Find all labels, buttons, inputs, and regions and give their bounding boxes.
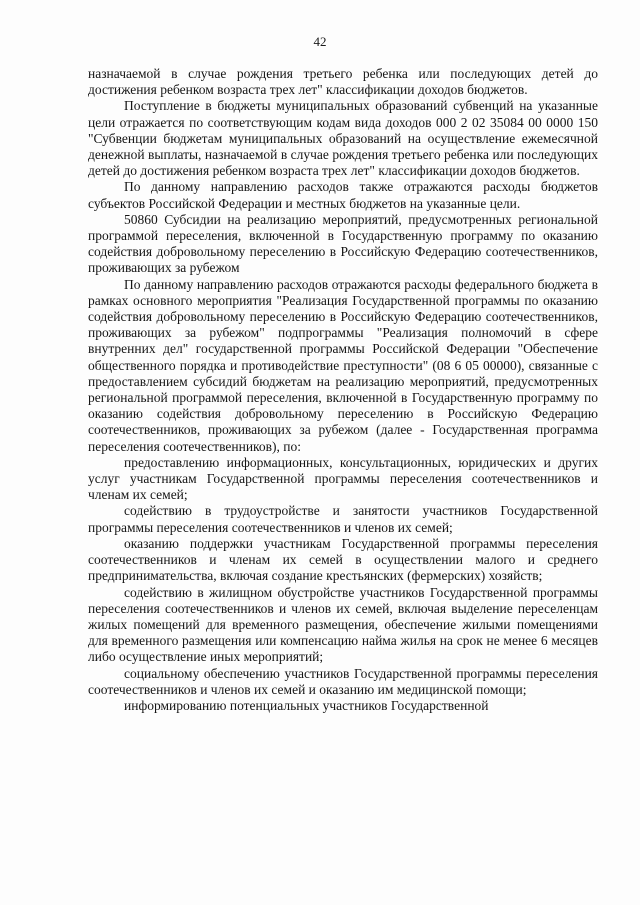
list-item-informing: информированию потенциальных участников Государственной [124, 697, 489, 713]
list-item-social-security: социальному обеспечению участников Государственной программы переселения соотечественников и членов их семей и оказанию им медицинской помощи; [88, 665, 598, 697]
page-number: 42 [313, 34, 327, 49]
paragraph-direction-description: По данному направлению расходов отражаются расходы федерального бюджета в рамках основного мероприятия "Реализация Государственной программы по оказанию содействия добровольному переселению в Российскую Федерацию соотечественников, проживающих за рубежом" подпрограммы "Реализация полномочий в сфере внутренних дел" государственной программы Российской Федерации "Обеспечение общественного порядка и противодействие преступности" (08 6 05 00000), связанные с предоставлением субсидий бюджетам на реализацию мероприятий, предусмотренных региональной программой переселения, включенной в Государственную программу по оказанию содействия добровольному переселению в Российскую Федерацию соотечественников, проживающих за рубежом (далее - Государственная программа переселения соотечественников), по: [88, 276, 598, 454]
paragraph-code-50860: 50860 Субсидии на реализацию мероприятий, предусмотренных региональной программой переселения, включенной в Государственную программу по оказанию содействия добровольному переселению в Российскую Федерацию соотечественников, проживающих за рубежом [88, 211, 598, 276]
list-item-information-services: предоставлению информационных, консультационных, юридических и других услуг участникам Государственной программы переселения соотечественников и членам их семей; [88, 454, 598, 503]
paragraph-subvention-receipt: Поступление в бюджеты муниципальных образований субвенций на указанные цели отражается по соответствующим кодам вида доходов 000 2 02 35084 00 0000 150 "Субвенции бюджетам муниципальных образований на осуществление ежемесячной денежной выплаты, назначаемой в случае рождения третьего ребенка или последующих детей до достижения ребенком возраста трех лет" классификации доходов бюджетов. [88, 98, 598, 179]
list-item-employment: содействию в трудоустройстве и занятости участников Государственной программы переселения соотечественников и членов их семей; [88, 503, 598, 535]
document-body [88, 66, 598, 714]
paragraph-continuation: назначаемой в случае рождения третьего ребенка или последующих детей до достижения ребенком возраста трех лет" классификации доходов бюджетов. [88, 66, 598, 98]
paragraph-regional-expenses: По данному направлению расходов также отражаются расходы бюджетов субъектов Российской Федерации и местных бюджетов на указанные цели. [88, 179, 598, 211]
list-item-business-support: оказанию поддержки участникам Государственной программы переселения соотечественников и членам их семей в осуществлении малого и среднего предпринимательства, включая создание крестьянских (фермерских) хозяйств; [88, 535, 598, 584]
list-item-housing: содействию в жилищном обустройстве участников Государственной программы переселения соотечественников и членов их семей, включая выделение переселенцам жилых помещений для временного размещения, обеспечение жилыми помещениями для временного размещения или компенсацию найма жилья на срок не менее 6 месяцев либо осуществление иных мероприятий; [88, 584, 598, 665]
